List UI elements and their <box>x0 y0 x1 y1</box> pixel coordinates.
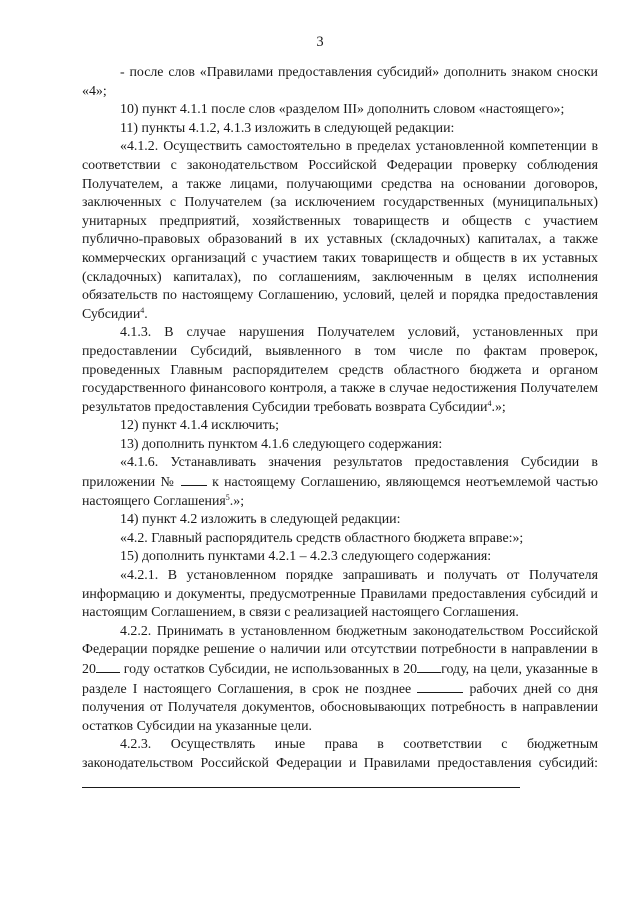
paragraph-footnote-mark: - после слов «Правилами предоставления субсидий» дополнить знаком сноски «4»; <box>82 65 598 99</box>
paragraph-clause-4-2-3 <box>82 736 598 794</box>
paragraph-item-11: 11) пункты 4.1.2, 4.1.3 изложить в следующей редакции: <box>120 120 455 136</box>
clause-4-1-3-text: 4.1.3. В случае нарушения Получателем условий, установленных при предоставлении Субсидий, выявленного в том числе по фактам проверок, проведенных Главным распорядителем средств областного бюджета и органом государственного финансового контроля, а также в случае недостижения Получателем результатов предоставления Субсидии требовать возврата Субсидии <box>82 325 598 415</box>
page-number: 3 <box>316 34 324 50</box>
footnote-ref: 4 <box>487 398 492 408</box>
paragraph-item-15: 15) дополнить пунктами 4.2.1 – 4.2.3 следующего содержания: <box>120 549 492 565</box>
clause-4-1-6-text-a: «4.1.6. Устанавливать значения результатов предоставления Субсидии в приложении № <box>82 455 598 491</box>
paragraph-clause-4-1-3 <box>82 324 598 417</box>
paragraph-clause-4-2-1: «4.2.1. В установленном порядке запрашивать и получать от Получателя информацию и документы, предусмотренные Правилами предоставления субсидий и настоящим Соглашением, в связи с реализацией настоящего Соглашения. <box>82 568 598 621</box>
days-blank <box>417 680 463 693</box>
year-blank <box>96 660 120 673</box>
clause-4-2-2-text-c: году, на цели, указанные в разделе I настоящего Соглашения, в срок не позднее <box>82 662 598 697</box>
year-blank <box>417 660 441 673</box>
clause-4-1-2-end: . <box>144 306 148 322</box>
appendix-number-blank <box>181 473 207 486</box>
clause-4-1-6-text-b: к настоящему Соглашению, являющемся неотъемлемой частью настоящего Соглашения <box>82 475 598 509</box>
paragraph-clause-4-2: «4.2. Главный распорядитель средств областного бюджета вправе:»; <box>120 530 524 546</box>
paragraph-clause-4-1-2 <box>82 138 598 324</box>
document-body <box>82 64 598 794</box>
footnote-ref: 4 <box>140 305 145 315</box>
footnote-ref: 5 <box>225 492 230 502</box>
paragraph-item-14: 14) пункт 4.2 изложить в следующей редакции: <box>120 512 401 528</box>
paragraph-item-10: 10) пункт 4.1.1 после слов «разделом III» дополнить словом «настоящего»; <box>120 102 565 118</box>
clause-4-2-2-text-a: 4.2.2. Принимать в установленном бюджетным законодательством Российской Федерации порядке решение о наличии или отсутствии потребности в направлении в 20 <box>82 623 598 677</box>
clause-4-1-3-end: .»; <box>491 399 506 415</box>
clause-4-1-2-text: «4.1.2. Осуществить самостоятельно в пределах установленной компетенции в соответствии с законодательством Российской Федерации проверку соблюдения Получателем, а также лицами, получающими средства на основании договоров, заключенных с Получателем (за исключением государственных (муниципальных) унитарных предприятий, хозяйственных товариществ и обществ с участием публично-правовых образований в их уставных (складочных) капиталах, а также коммерческих организаций с участием таких товариществ и обществ в их уставных (складочных) капиталах), по соглашениям, заключенным в целях исполнения обязательств по настоящему Соглашению, условий, целей и порядка предоставления Субсидии <box>82 139 598 322</box>
clause-4-1-6-end: .»; <box>229 493 245 509</box>
paragraph-item-12: 12) пункт 4.1.4 исключить; <box>120 418 279 434</box>
paragraph-item-13: 13) дополнить пунктом 4.1.6 следующего содержания: <box>120 436 443 452</box>
paragraph-clause-4-2-2 <box>82 623 598 737</box>
fill-in-line <box>82 774 520 788</box>
clause-4-2-2-text-d: рабочих дней со дня получения от Получателя документов, обосновывающих потребность в направлении остатков Субсидии на указанные цели. <box>82 681 598 734</box>
clause-4-2-3-text: 4.2.3. Осуществлять иные права в соответствии с бюджетным законодательством Российской Федерации и Правилами предоставления субсидий: <box>82 737 598 771</box>
clause-4-2-2-text-b: году остатков Субсидии, не использованных в 20 <box>123 662 418 677</box>
paragraph-clause-4-1-6 <box>82 454 598 511</box>
